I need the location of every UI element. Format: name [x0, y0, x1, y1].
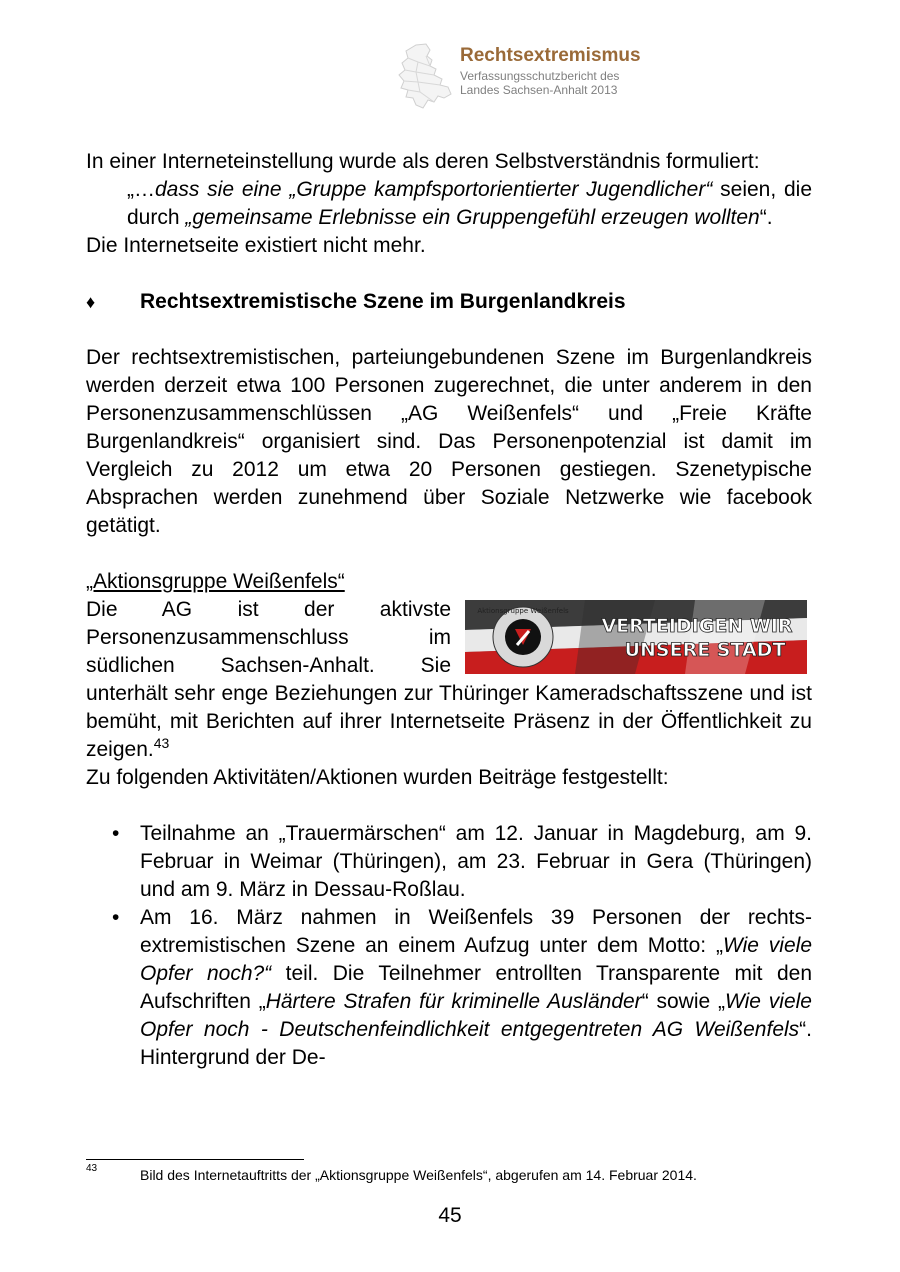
banner-line1: VERTEIDIGEN WIR: [601, 615, 793, 637]
ag-paragraph-text: Die AG ist der aktivste Personenzusammenschluss im südlichen Sachsen-Anhalt. Sie unterhält sehr enge Beziehungen zur Thüringer Kameradschaftsszene und ist bemüht, mit Berichten auf ihrer Internetseite Präsenz in der Öffentlichkeit zu zeigen.: [86, 598, 812, 761]
bullet-dot-icon: •: [112, 906, 120, 929]
item2-italic-2: Härtere Strafen für kriminelle Ausländer: [265, 990, 642, 1013]
activities-intro: Zu folgenden Aktivitäten/Aktionen wurden Beiträge festgestellt:: [86, 766, 669, 789]
header-title: Rechtsextremismus: [460, 45, 641, 66]
banner-logo-text: Aktionsgruppe Weißenfels: [477, 607, 569, 615]
sachsen-anhalt-map-icon: [396, 42, 454, 112]
item2-italic-3: Wie viele Opfer noch - Deutschenfeindlichkeit entgegentreten AG Weißenfels: [140, 990, 812, 1041]
item2-text-1: Am 16. März nahmen in Weißenfels 39 Personen der rechtsextremistischen Szene an einem Aufzug unter dem Motto: „: [140, 906, 812, 957]
header-subtitle-line2: Landes Sachsen-Anhalt 2013: [460, 83, 618, 97]
item2-italic-1: Wie viele Opfer noch?“: [140, 934, 812, 985]
page-content: [86, 148, 812, 1072]
ag-heading: „Aktionsgruppe Weißenfels“: [86, 570, 345, 593]
section-heading-text: Rechtsextremistische Szene im Burgenlandkreis: [140, 290, 626, 313]
header-subtitle-line1: Verfassungsschutzbericht des: [460, 69, 620, 83]
section-heading: [86, 288, 812, 316]
item2-text-2: teil. Die Teilnehmer entrollten Transparente mit den Aufschriften „: [140, 962, 812, 1013]
bullet-dot-icon: •: [112, 822, 120, 845]
activities-list: [86, 820, 812, 1072]
intro-quote: [127, 176, 812, 232]
quote-open: „…: [127, 178, 155, 201]
quote-italic-1: dass sie eine „Gruppe kampfsportorientierter Jugendlicher“: [155, 178, 713, 201]
page-header: [396, 42, 716, 112]
footnote-number: 43: [86, 1163, 98, 1174]
banner-line2: UNSERE STADT: [624, 639, 786, 661]
diamond-bullet-icon: ♦: [86, 292, 96, 312]
footnote-ref-43[interactable]: 43: [153, 735, 170, 751]
quote-mid: seien, die durch: [127, 178, 813, 229]
footnote-divider: [86, 1159, 304, 1160]
ag-banner-image: [465, 600, 807, 674]
quote-close: “.: [759, 206, 773, 229]
intro-paragraph: In einer Interneteinstellung wurde als deren Selbstverständnis formuliert:: [86, 150, 760, 173]
quote-italic-2: „gemeinsame Erlebnisse ein Gruppengefühl erzeugen wollten: [185, 206, 760, 229]
page-number: 45: [438, 1204, 462, 1227]
intro-after: Die Internetseite existiert nicht mehr.: [86, 234, 426, 257]
list-item-text: Teilnahme an „Trauermärschen“ am 12. Januar in Magdeburg, am 9. Februar in Weimar (Thüringen), am 23. Februar in Gera (Thüringen) und am 9. März in Dessau-Roßlau.: [140, 822, 812, 901]
item2-text-4: “. Hintergrund der De-: [140, 1018, 812, 1069]
section-paragraph: Der rechtsextremistischen, parteiungebundenen Szene im Burgenlandkreis werden derzeit etwa 100 Personen zugerechnet, die unter anderem in den Personenzusammenschlüssen „AG Weißenfels“ und „Freie Kräfte Burgenlandkreis“ organisiert sind. Das Personenpotenzial ist damit im Vergleich zu 2012 um etwa 20 Personen gestiegen. Szenetypische Absprachen werden zunehmend über Soziale Netzwerke wie facebook getätigt.: [86, 346, 812, 537]
list-item: [86, 904, 812, 1072]
item2-text-3: “ sowie „: [641, 990, 725, 1013]
footnote-text: Bild des Internetauftritts der „Aktionsgruppe Weißenfels“, abgerufen am 14. Februar 2014.: [140, 1167, 697, 1183]
list-item: [86, 820, 812, 904]
